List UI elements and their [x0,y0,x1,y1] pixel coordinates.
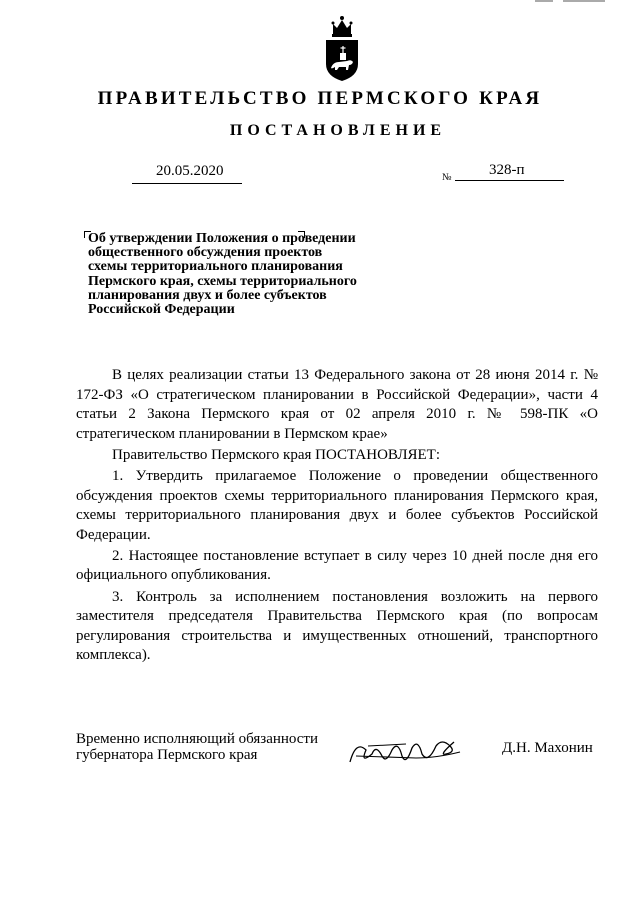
handwritten-signature [346,736,466,768]
document-subject [88,232,408,317]
subject-line: Пермского края, схемы территориального [88,273,357,289]
item-2-paragraph: 2. Настоящее постановление вступает в силу через 10 дней после дня его официального опубликования. [76,547,598,584]
item-3-paragraph: 3. Контроль за исполнением постановления возложить на первого заместителя председателя Правительства Пермского края (по вопросам регулирования строительства и имущественных отношений, транспортного комплекса). [76,588,598,664]
signer-name: Д.Н. Махонин [502,740,593,756]
subject-line: Российской Федерации [88,302,235,318]
resolution-paragraph: Правительство Пермского края ПОСТАНОВЛЯЕТ: [112,446,441,463]
document-date: 20.05.2020 [156,163,224,179]
scan-edge-mark [535,0,605,3]
number-underline [455,180,564,181]
subject-line: схемы территориального планирования [88,259,343,275]
document-number: 328-п [489,162,525,178]
document-body [76,366,598,667]
number-sign: № [442,172,452,183]
subject-line: Об утверждении Положения о проведении [88,231,356,246]
government-title: ПРАВИТЕЛЬСТВО ПЕРМСКОГО КРАЯ [97,88,543,109]
signer-position-line: губернатора Пермского края [76,746,258,763]
preamble-paragraph: В целях реализации статьи 13 Федерального закона от 28 июня 2014 г. № 172-ФЗ «О стратегическом планировании в Российской Федерации», части 4 статьи 2 Закона Пермского края от 02 апреля 2010 г. № 598-ПК «О стратегическом планировании в Пермском крае» [76,367,598,442]
signer-position-line: Временно исполняющий обязанности [76,731,319,747]
date-underline [132,183,242,184]
signer-position [76,732,318,763]
document-type: ПОСТАНОВЛЕНИЕ [229,122,447,139]
item-1-paragraph: 1. Утвердить прилагаемое Положение о проведении общественного обсуждения проектов схемы территориального планирования Пермского края, схемы территориального планирования двух и более субъектов Российской Федерации. [76,467,598,543]
coat-of-arms-emblem [321,12,363,82]
subject-line: планирования двух и более субъектов [88,287,327,303]
subject-line: общественного обсуждения проектов [88,245,323,261]
crown-icon [332,16,353,37]
